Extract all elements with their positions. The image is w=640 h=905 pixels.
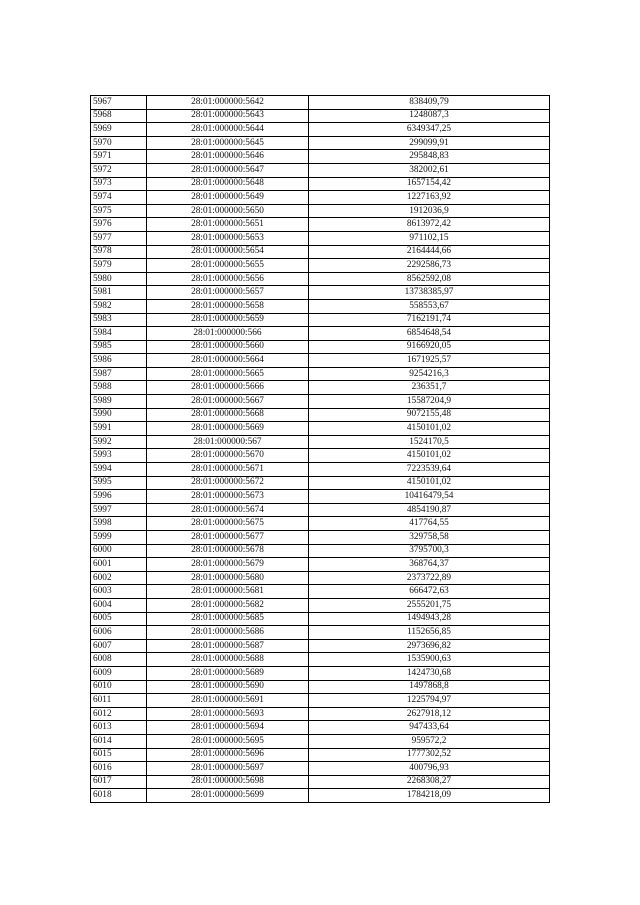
cadastral-number-cell: 28:01:000000:5643 — [147, 109, 309, 123]
cadastral-value-cell: 9072155,48 — [309, 408, 550, 422]
table-row — [91, 775, 550, 789]
cadastral-number-cell: 28:01:000000:5654 — [147, 245, 309, 259]
row-number-cell: 5974 — [91, 191, 147, 205]
cadastral-number-cell: 28:01:000000:5686 — [147, 626, 309, 640]
table-row — [91, 503, 550, 517]
cadastral-number-cell: 28:01:000000:5677 — [147, 531, 309, 545]
table-row — [91, 721, 550, 735]
row-number-cell: 5998 — [91, 517, 147, 531]
row-number-cell: 5968 — [91, 109, 147, 123]
table-row — [91, 340, 550, 354]
row-number-cell: 6006 — [91, 626, 147, 640]
row-number-cell: 5977 — [91, 231, 147, 245]
cadastral-number-cell: 28:01:000000:5656 — [147, 272, 309, 286]
row-number-cell: 5997 — [91, 503, 147, 517]
table-row — [91, 136, 550, 150]
cadastral-value-cell: 7162191,74 — [309, 313, 550, 327]
cadastral-value-cell: 1225794,97 — [309, 694, 550, 708]
row-number-cell: 5980 — [91, 272, 147, 286]
row-number-cell: 5991 — [91, 422, 147, 436]
cadastral-value-cell: 8613972,42 — [309, 218, 550, 232]
cadastral-value-cell: 299099,91 — [309, 136, 550, 150]
cadastral-value-cell: 2268308,27 — [309, 775, 550, 789]
row-number-cell: 5973 — [91, 177, 147, 191]
cadastral-value-cell: 1152656,85 — [309, 626, 550, 640]
cadastral-number-cell: 28:01:000000:5645 — [147, 136, 309, 150]
table-row — [91, 449, 550, 463]
table-row — [91, 367, 550, 381]
cadastral-number-cell: 28:01:000000:5699 — [147, 789, 309, 803]
row-number-cell: 5985 — [91, 340, 147, 354]
row-number-cell: 5986 — [91, 354, 147, 368]
cadastral-number-cell: 28:01:000000:5670 — [147, 449, 309, 463]
row-number-cell: 6004 — [91, 598, 147, 612]
table-row — [91, 218, 550, 232]
row-number-cell: 6017 — [91, 775, 147, 789]
cadastral-number-cell: 28:01:000000:5673 — [147, 490, 309, 504]
row-number-cell: 6016 — [91, 762, 147, 776]
row-number-cell: 5996 — [91, 490, 147, 504]
cadastral-number-cell: 28:01:000000:5693 — [147, 707, 309, 721]
table-row — [91, 653, 550, 667]
cadastral-value-cell: 838409,79 — [309, 96, 550, 110]
row-number-cell: 5971 — [91, 150, 147, 164]
cadastral-value-cell: 295848,83 — [309, 150, 550, 164]
row-number-cell: 5987 — [91, 367, 147, 381]
cadastral-number-cell: 28:01:000000:5667 — [147, 395, 309, 409]
row-number-cell: 6007 — [91, 639, 147, 653]
cadastral-number-cell: 28:01:000000:5678 — [147, 544, 309, 558]
table-row — [91, 680, 550, 694]
cadastral-value-cell: 1497868,8 — [309, 680, 550, 694]
row-number-cell: 6015 — [91, 748, 147, 762]
cadastral-value-cell: 417764,55 — [309, 517, 550, 531]
cadastral-number-cell: 28:01:000000:5668 — [147, 408, 309, 422]
table-row — [91, 490, 550, 504]
table-row — [91, 381, 550, 395]
table-row — [91, 666, 550, 680]
table-row — [91, 585, 550, 599]
cadastral-value-cell: 1777302,52 — [309, 748, 550, 762]
cadastral-number-cell: 28:01:000000:5671 — [147, 463, 309, 477]
cadastral-value-cell: 4150101,02 — [309, 476, 550, 490]
table-row — [91, 734, 550, 748]
table-row — [91, 313, 550, 327]
cadastral-number-cell: 28:01:000000:5644 — [147, 123, 309, 137]
row-number-cell: 6011 — [91, 694, 147, 708]
table-row — [91, 639, 550, 653]
cadastral-number-cell: 28:01:000000:5688 — [147, 653, 309, 667]
cadastral-value-cell: 1227163,92 — [309, 191, 550, 205]
cadastral-value-cell: 1524170,5 — [309, 435, 550, 449]
cadastral-value-cell: 10416479,54 — [309, 490, 550, 504]
cadastral-number-cell: 28:01:000000:5685 — [147, 612, 309, 626]
cadastral-number-cell: 28:01:000000:5680 — [147, 571, 309, 585]
row-number-cell: 5993 — [91, 449, 147, 463]
table-row — [91, 531, 550, 545]
table-row — [91, 259, 550, 273]
table-row — [91, 245, 550, 259]
cadastral-value-cell: 959572,2 — [309, 734, 550, 748]
cadastral-number-cell: 28:01:000000:5689 — [147, 666, 309, 680]
table-row — [91, 463, 550, 477]
row-number-cell: 5967 — [91, 96, 147, 110]
cadastral-number-cell: 28:01:000000:5679 — [147, 558, 309, 572]
table-row — [91, 177, 550, 191]
cadastral-value-cell: 400796,93 — [309, 762, 550, 776]
cadastral-number-cell: 28:01:000000:5666 — [147, 381, 309, 395]
table-row — [91, 109, 550, 123]
row-number-cell: 5984 — [91, 327, 147, 341]
cadastral-value-cell: 971102,15 — [309, 231, 550, 245]
cadastral-number-cell: 28:01:000000:5690 — [147, 680, 309, 694]
table-row — [91, 707, 550, 721]
table-row — [91, 231, 550, 245]
table-row — [91, 150, 550, 164]
table-row — [91, 395, 550, 409]
cadastral-value-cell: 1248087,3 — [309, 109, 550, 123]
table-row — [91, 408, 550, 422]
cadastral-value-cell: 15587204,9 — [309, 395, 550, 409]
cadastral-value-cell: 13738385,97 — [309, 286, 550, 300]
cadastral-value-cell: 4150101,02 — [309, 449, 550, 463]
cadastral-value-cell: 1494943,28 — [309, 612, 550, 626]
cadastral-number-cell: 28:01:000000:5696 — [147, 748, 309, 762]
cadastral-number-cell: 28:01:000000:5653 — [147, 231, 309, 245]
table-row — [91, 272, 550, 286]
cadastral-number-cell: 28:01:000000:5657 — [147, 286, 309, 300]
table-row — [91, 748, 550, 762]
table-body — [91, 96, 550, 803]
cadastral-value-cell: 6854648,54 — [309, 327, 550, 341]
cadastral-value-cell: 2164444,66 — [309, 245, 550, 259]
row-number-cell: 5994 — [91, 463, 147, 477]
cadastral-value-cell: 947433,64 — [309, 721, 550, 735]
cadastral-value-cell: 3795700,3 — [309, 544, 550, 558]
cadastral-number-cell: 28:01:000000:5669 — [147, 422, 309, 436]
table-row — [91, 422, 550, 436]
table-row — [91, 558, 550, 572]
cadastral-value-cell: 1784218,09 — [309, 789, 550, 803]
cadastral-number-cell: 28:01:000000:5648 — [147, 177, 309, 191]
row-number-cell: 5979 — [91, 259, 147, 273]
row-number-cell: 6010 — [91, 680, 147, 694]
cadastral-number-cell: 28:01:000000:5687 — [147, 639, 309, 653]
cadastral-value-cell: 4150101,02 — [309, 422, 550, 436]
cadastral-value-cell: 382002,61 — [309, 163, 550, 177]
row-number-cell: 5969 — [91, 123, 147, 137]
cadastral-number-cell: 28:01:000000:5649 — [147, 191, 309, 205]
cadastral-number-cell: 28:01:000000:5650 — [147, 204, 309, 218]
cadastral-number-cell: 28:01:000000:5642 — [147, 96, 309, 110]
table-row — [91, 544, 550, 558]
table-row — [91, 163, 550, 177]
row-number-cell: 6003 — [91, 585, 147, 599]
cadastral-number-cell: 28:01:000000:5651 — [147, 218, 309, 232]
row-number-cell: 5999 — [91, 531, 147, 545]
table-row — [91, 327, 550, 341]
cadastral-value-cell: 2973696,82 — [309, 639, 550, 653]
row-number-cell: 5989 — [91, 395, 147, 409]
cadastral-value-cell: 1912036,9 — [309, 204, 550, 218]
cadastral-number-cell: 28:01:000000:5664 — [147, 354, 309, 368]
cadastral-number-cell: 28:01:000000:5681 — [147, 585, 309, 599]
cadastral-value-cell: 8562592,08 — [309, 272, 550, 286]
table-row — [91, 571, 550, 585]
row-number-cell: 5976 — [91, 218, 147, 232]
row-number-cell: 5992 — [91, 435, 147, 449]
row-number-cell: 6014 — [91, 734, 147, 748]
row-number-cell: 6013 — [91, 721, 147, 735]
cadastral-value-cell: 1657154,42 — [309, 177, 550, 191]
cadastral-value-cell: 1671925,57 — [309, 354, 550, 368]
table-row — [91, 762, 550, 776]
cadastral-value-cell: 558553,67 — [309, 299, 550, 313]
cadastral-value-cell: 2627918,12 — [309, 707, 550, 721]
row-number-cell: 5970 — [91, 136, 147, 150]
row-number-cell: 5988 — [91, 381, 147, 395]
row-number-cell: 6009 — [91, 666, 147, 680]
cadastral-value-cell: 6349347,25 — [309, 123, 550, 137]
table-row — [91, 612, 550, 626]
cadastral-number-cell: 28:01:000000:5658 — [147, 299, 309, 313]
cadastral-number-cell: 28:01:000000:5695 — [147, 734, 309, 748]
row-number-cell: 5995 — [91, 476, 147, 490]
row-number-cell: 5982 — [91, 299, 147, 313]
cadastral-number-cell: 28:01:000000:5691 — [147, 694, 309, 708]
cadastral-value-cell: 2292586,73 — [309, 259, 550, 273]
cadastral-number-cell: 28:01:000000:5698 — [147, 775, 309, 789]
cadastral-number-cell: 28:01:000000:5655 — [147, 259, 309, 273]
row-number-cell: 5972 — [91, 163, 147, 177]
table-row — [91, 354, 550, 368]
row-number-cell: 6008 — [91, 653, 147, 667]
table-row — [91, 96, 550, 110]
cadastral-value-table — [90, 95, 550, 803]
cadastral-number-cell: 28:01:000000:5674 — [147, 503, 309, 517]
table-row — [91, 299, 550, 313]
cadastral-number-cell: 28:01:000000:5694 — [147, 721, 309, 735]
cadastral-number-cell: 28:01:000000:566 — [147, 327, 309, 341]
cadastral-number-cell: 28:01:000000:5647 — [147, 163, 309, 177]
table-row — [91, 694, 550, 708]
cadastral-value-cell: 2373722,89 — [309, 571, 550, 585]
table-row — [91, 191, 550, 205]
cadastral-number-cell: 28:01:000000:5672 — [147, 476, 309, 490]
cadastral-value-cell: 368764,37 — [309, 558, 550, 572]
table-row — [91, 789, 550, 803]
cadastral-number-cell: 28:01:000000:567 — [147, 435, 309, 449]
row-number-cell: 6018 — [91, 789, 147, 803]
row-number-cell: 5978 — [91, 245, 147, 259]
row-number-cell: 6005 — [91, 612, 147, 626]
cadastral-value-cell: 2555201,75 — [309, 598, 550, 612]
row-number-cell: 6012 — [91, 707, 147, 721]
cadastral-number-cell: 28:01:000000:5675 — [147, 517, 309, 531]
cadastral-number-cell: 28:01:000000:5660 — [147, 340, 309, 354]
table-row — [91, 286, 550, 300]
cadastral-value-cell: 1424730,68 — [309, 666, 550, 680]
cadastral-value-cell: 4854190,87 — [309, 503, 550, 517]
row-number-cell: 5983 — [91, 313, 147, 327]
table-row — [91, 626, 550, 640]
row-number-cell: 6000 — [91, 544, 147, 558]
cadastral-number-cell: 28:01:000000:5665 — [147, 367, 309, 381]
cadastral-value-cell: 7223539,64 — [309, 463, 550, 477]
table-row — [91, 435, 550, 449]
cadastral-number-cell: 28:01:000000:5646 — [147, 150, 309, 164]
table-row — [91, 476, 550, 490]
cadastral-value-cell: 9166920,05 — [309, 340, 550, 354]
cadastral-value-cell: 666472,63 — [309, 585, 550, 599]
cadastral-number-cell: 28:01:000000:5682 — [147, 598, 309, 612]
cadastral-number-cell: 28:01:000000:5659 — [147, 313, 309, 327]
row-number-cell: 5975 — [91, 204, 147, 218]
table-row — [91, 123, 550, 137]
table-row — [91, 204, 550, 218]
table-row — [91, 517, 550, 531]
cadastral-value-cell: 236351,7 — [309, 381, 550, 395]
cadastral-number-cell: 28:01:000000:5697 — [147, 762, 309, 776]
cadastral-value-cell: 329758,58 — [309, 531, 550, 545]
row-number-cell: 6001 — [91, 558, 147, 572]
row-number-cell: 5981 — [91, 286, 147, 300]
cadastral-value-cell: 9254216,3 — [309, 367, 550, 381]
table-row — [91, 598, 550, 612]
row-number-cell: 6002 — [91, 571, 147, 585]
cadastral-value-cell: 1535900,63 — [309, 653, 550, 667]
row-number-cell: 5990 — [91, 408, 147, 422]
